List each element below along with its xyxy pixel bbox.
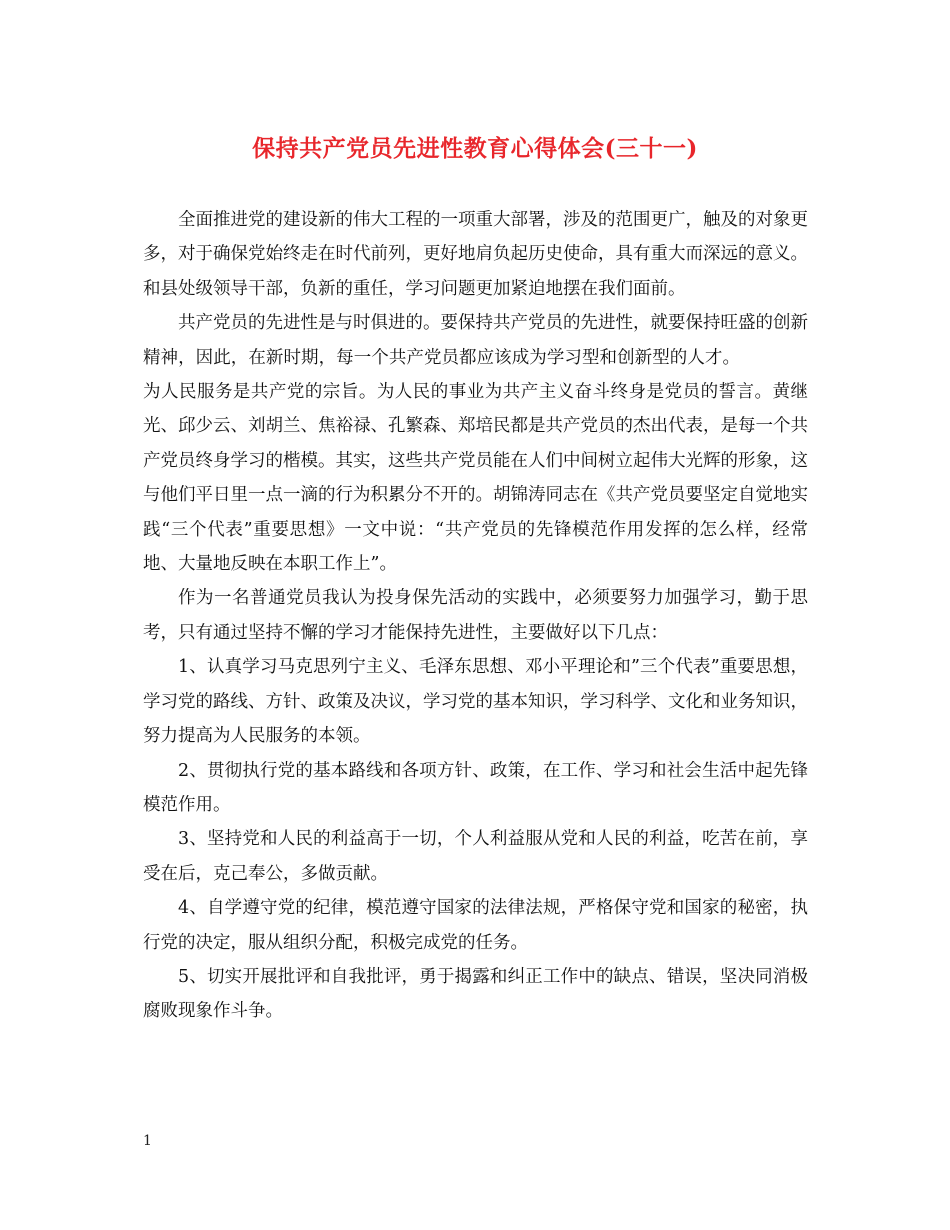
list-item-4: 4、自学遵守党的纪律，模范遵守国家的法律法规，严格保守党和国家的秘密，执行党的决定，服从组织分配，积极完成党的任务。 xyxy=(143,898,808,953)
list-item-3: 3、坚持党和人民的利益高于一切，个人利益服从党和人民的利益，吃苦在前，享受在后，克己奉公，多做贡献。 xyxy=(143,829,808,884)
list-item-1: 1、认真学习马克思列宁主义、毛泽东思想、邓小平理论和”三个代表”重要思想，学习党的路线、方针、政策及决议，学习党的基本知识，学习科学、文化和业务知识，努力提高为人民服务的本领。 xyxy=(143,657,808,747)
page-number: 1 xyxy=(143,1133,152,1149)
list-item-5: 5、切实开展批评和自我批评，勇于揭露和纠正工作中的缺点、错误，坚决同消极腐败现象作斗争。 xyxy=(143,966,808,1022)
body-paragraph-2 xyxy=(143,306,808,581)
document-title: 保持共产党员先进性教育心得体会(三十一) xyxy=(252,135,698,162)
body-paragraph-2-sentences: 共产党员的先进性是与时俱进的。要保持共产党员的先进性，就要保持旺盛的创新精神，因此，在新时期，每一个共产党员都应该成为学习型和创新型的人才。 xyxy=(143,313,808,368)
body-paragraph-1: 全面推进党的建设新的伟大工程的一项重大部署，涉及的范围更广，触及的对象更多，对于确保党始终走在时代前列，更好地肩负起历史使命，具有重大而深远的意义。和县处级领导干部，负新的重任，学习问题更加紧迫地摆在我们面前。 xyxy=(143,210,808,299)
body-paragraph-2-continued: 为人民服务是共产党的宗旨。为人民的事业为共产主义奋斗终身是党员的誓言。黄继光、邱少云、刘胡兰、焦裕禄、孔繁森、郑培民都是共产党员的杰出代表，是每一个共产党员终身学习的楷模。其实，这些共产党员能在人们中间树立起伟大光辉的形象，这与他们平日里一点一滴的行为积累分不开的。胡锦涛同志在《共产党员要坚定自觉地实践“三个代表”重要思想》一文中说：“共产党员的先锋模范作用发挥的怎么样，经常地、大量地反映在本职工作上”。 xyxy=(143,382,808,575)
document-body xyxy=(143,203,808,1029)
body-paragraph-3: 作为一名普通党员我认为投身保先活动的实践中，必须要努力加强学习，勤于思考，只有通过坚持不懈的学习才能保持先进性，主要做好以下几点： xyxy=(143,588,808,643)
list-item-2: 2、贯彻执行党的基本路线和各项方针、政策，在工作、学习和社会生活中起先锋模范作用。 xyxy=(143,760,808,815)
